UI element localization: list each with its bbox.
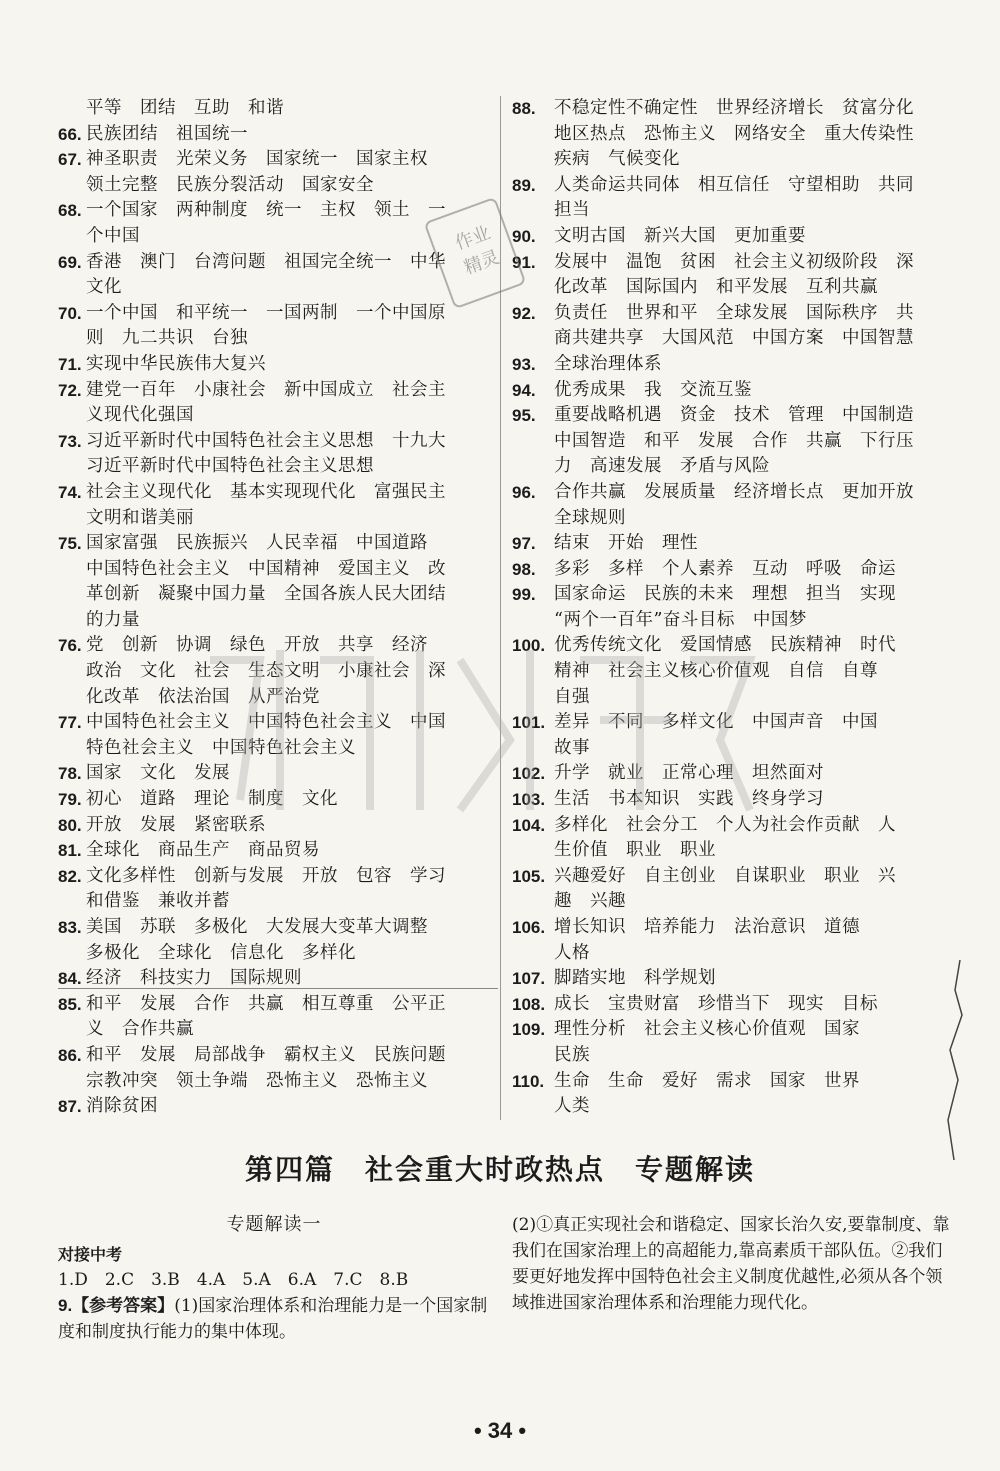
entry-text: 文化多样性 创新与发展 开放 包容 学习 — [86, 865, 446, 886]
answer-entry — [58, 122, 490, 148]
entry-text: 实现中华民族伟大复兴 — [86, 353, 266, 374]
entry-number: 103. — [512, 790, 546, 810]
entry-text-continued: 趣 兴趣 — [554, 891, 626, 912]
entry-text-continued: “两个一百年”奋斗目标 中国梦 — [554, 609, 807, 630]
entry-text: 习近平新时代中国特色社会主义思想 十九大 — [86, 430, 446, 451]
entry-text: 不稳定性不确定性 世界经济增长 贫富分化 — [554, 98, 914, 118]
entry-text: 升学 就业 正常心理 坦然面对 — [554, 763, 824, 784]
answer-entry — [512, 403, 944, 480]
answer-entry — [58, 429, 490, 480]
entry-number: 99. — [512, 585, 536, 605]
answer-entry — [512, 378, 944, 404]
svg-text:精灵: 精灵 — [461, 246, 503, 279]
entry-number: 80. — [58, 815, 82, 835]
entry-text-continued: 文明和谐美丽 — [86, 507, 194, 528]
entry-text-continued: 精神 社会主义核心价值观 自信 自尊 — [554, 661, 878, 682]
entry-text: 发展中 温饱 贫困 社会主义初级阶段 深 — [554, 251, 914, 272]
entry-text-continued: 中国特色社会主义 中国精神 爱国主义 改 — [86, 558, 446, 579]
answer-entry — [58, 531, 490, 633]
entry-text-continued: 则 九二共识 台独 — [86, 328, 248, 349]
entry-number: 84. — [58, 969, 82, 989]
entry-text: 党 创新 协调 绿色 开放 共享 经济 — [86, 635, 428, 656]
entry-number: 75. — [58, 534, 82, 554]
svg-text:作业: 作业 — [452, 222, 494, 255]
entry-number: 95. — [512, 406, 536, 426]
entry-text: 增长知识 培养能力 法治意识 道德 — [554, 917, 860, 937]
entry-text-continued: 义 合作共赢 — [86, 1019, 194, 1040]
answer-entry — [58, 864, 490, 915]
entry-number: 73. — [58, 431, 82, 451]
entry-text: 差异 不同 多样文化 中国声音 中国 — [554, 712, 878, 733]
entry-text: 理性分析 社会主义核心价值观 国家 — [554, 1019, 860, 1040]
entry-text-continued: 自强 — [554, 686, 590, 707]
entry-text-continued: 特色社会主义 中国特色社会主义 — [86, 737, 356, 758]
entry-number: 102. — [512, 764, 546, 784]
answer-entry — [58, 147, 490, 198]
entry-text: 平等 团结 互助 和谐 — [86, 98, 284, 118]
answer-entry — [512, 173, 944, 224]
section-title: 第四篇 社会重大时政热点 专题解读 — [244, 1153, 755, 1186]
answer-entry — [58, 1043, 490, 1094]
entry-text: 国家命运 民族的未来 理想 担当 实现 — [554, 584, 896, 605]
entry-text: 文明古国 新兴大国 更加重要 — [554, 225, 806, 246]
entry-number: 87. — [58, 1097, 82, 1117]
entry-text: 美国 苏联 多极化 大发展大变革大调整 — [86, 917, 428, 937]
sub-title: 专题解读一 — [226, 1214, 322, 1235]
entry-text: 成长 宝贵财富 珍惜当下 现实 目标 — [554, 993, 878, 1014]
answer-entry — [512, 531, 944, 557]
entry-number: 94. — [512, 380, 536, 400]
answer-entry — [58, 915, 490, 966]
entry-number: 79. — [58, 790, 82, 810]
entry-text: 神圣职责 光荣义务 国家统一 国家主权 — [86, 149, 428, 170]
entry-text-continued: 和借鉴 兼收并蓄 — [86, 891, 230, 912]
answer-entry — [512, 813, 944, 864]
entry-text-continued: 力 高速发展 矛盾与风险 — [554, 456, 770, 477]
entry-text-continued: 地区热点 恐怖主义 网络安全 重大传染性 — [554, 123, 914, 144]
entry-number: 91. — [512, 252, 536, 272]
watermark-graphic — [200, 620, 760, 820]
entry-text-continued: 义现代化强国 — [86, 405, 194, 426]
answer-entry — [58, 352, 490, 378]
entry-text: 负责任 世界和平 全球发展 国际秩序 共 — [554, 302, 914, 323]
entry-text: 国家富强 民族振兴 人民幸福 中国道路 — [86, 533, 428, 554]
entry-text: 兴趣爱好 自主创业 自谋职业 职业 兴 — [554, 865, 896, 886]
paper-crease — [920, 960, 980, 1160]
answer-entry — [512, 966, 944, 992]
entry-text-continued: 中国智造 和平 发展 合作 共赢 下行压 — [554, 430, 914, 451]
entry-number: 69. — [58, 252, 82, 272]
entry-number: 100. — [512, 636, 546, 656]
entry-number: 67. — [58, 150, 82, 170]
entry-text: 国家 文化 发展 — [86, 763, 230, 784]
sub-heading: 对接中考 — [58, 1247, 123, 1264]
entry-number: 108. — [512, 994, 546, 1014]
topic-one-right: (2)①真正实现社会和谐稳定、国家长治久安,要靠制度、靠我们在国家治理上的高超能力,靠高素质干部队伍。②我们要更好地发挥中国特色社会主义制度优越性,必须从各个领域推进国家治理体系和治理能力现代化。 — [512, 1215, 950, 1313]
entry-text: 重要战略机遇 资金 技术 管理 中国制造 — [554, 405, 914, 426]
entry-text: 和平 发展 局部战争 霸权主义 民族问题 — [86, 1044, 446, 1065]
entry-text-continued: 文化 — [86, 277, 122, 298]
entry-text: 生活 书本知识 实践 终身学习 — [554, 789, 824, 810]
topic-one-left — [58, 1210, 490, 1345]
entry-number: 105. — [512, 866, 546, 886]
answer-entry — [512, 915, 944, 966]
answer-entry — [512, 557, 944, 583]
entry-number: 70. — [58, 303, 82, 323]
entry-text-continued: 商共建共享 大国风范 中国方案 中国智慧 — [554, 328, 914, 349]
entry-number: 89. — [512, 175, 536, 195]
entry-number: 78. — [58, 764, 82, 784]
entry-number: 74. — [58, 482, 82, 502]
entry-number: 82. — [58, 866, 82, 886]
entry-text-continued: 疾病 气候变化 — [554, 149, 680, 170]
entry-text: 经济 科技实力 国际规则 — [86, 968, 302, 989]
entry-text-continued: 人格 — [554, 942, 590, 963]
entry-number: 97. — [512, 534, 536, 554]
answer-entry — [512, 301, 944, 352]
entry-text-continued: 政治 文化 社会 生态文明 小康社会 深 — [86, 661, 446, 682]
entry-number: 77. — [58, 713, 82, 733]
entry-number: 71. — [58, 354, 82, 374]
entry-number: 110. — [512, 1071, 545, 1091]
entry-text-continued: 领土完整 民族分裂活动 国家安全 — [86, 174, 374, 195]
entry-number: 83. — [58, 918, 82, 937]
answer-entry — [58, 838, 490, 864]
entry-number: 96. — [512, 482, 536, 502]
entry-text-continued: 宗教冲突 领土争端 恐怖主义 恐怖主义 — [86, 1070, 428, 1091]
entry-text: 优秀传统文化 爱国情感 民族精神 时代 — [554, 635, 896, 656]
entry-number: 109. — [512, 1020, 546, 1040]
entry-number: 107. — [512, 969, 546, 989]
answer-entry — [58, 301, 490, 352]
answer-entry — [58, 992, 490, 1043]
entry-text-continued: 习近平新时代中国特色社会主义思想 — [86, 456, 374, 477]
entry-number: 90. — [512, 226, 536, 246]
entry-text: 全球治理体系 — [554, 353, 662, 374]
entry-text-continued: 全球规则 — [554, 507, 626, 528]
answer-entry — [512, 480, 944, 531]
entry-text: 社会主义现代化 基本实现现代化 富强民主 — [86, 481, 446, 502]
entry-number: 93. — [512, 354, 536, 374]
answer-entry — [58, 378, 490, 429]
entry-text-continued: 的力量 — [86, 609, 140, 630]
answer-text: (1)国家治理体系和治理能力是一个国家制度和制度执行能力的集中体现。 — [58, 1296, 488, 1342]
entry-text: 优秀成果 我 交流互鉴 — [554, 379, 752, 400]
entry-number: 68. — [58, 201, 82, 221]
entry-text-continued: 个中国 — [86, 225, 140, 246]
entry-text: 结束 开始 理性 — [554, 533, 698, 554]
answer-entry — [512, 250, 944, 301]
entry-number: 72. — [58, 380, 82, 400]
answer-entry — [58, 1094, 490, 1120]
answer-entry — [512, 96, 944, 173]
entry-text-continued: 革创新 凝聚中国力量 全国各族人民大团结 — [86, 584, 446, 605]
answer-9 — [58, 1293, 490, 1345]
entry-number: 86. — [58, 1045, 82, 1065]
answer-list-right — [512, 96, 944, 1120]
choice-answers: 1.D 2.C 3.B 4.A 5.A 6.A 7.C 8.B — [58, 1270, 409, 1290]
entry-text: 香港 澳门 台湾问题 祖国完全统一 中华 — [86, 251, 446, 272]
answer-entry — [58, 480, 490, 531]
entry-text-continued: 民族 — [554, 1044, 590, 1065]
entry-number: 98. — [512, 559, 536, 579]
entry-text: 建党一百年 小康社会 新中国成立 社会主 — [86, 379, 446, 400]
entry-text: 民族团结 祖国统一 — [86, 123, 248, 144]
entry-text: 人类命运共同体 相互信任 守望相助 共同 — [554, 174, 914, 195]
entry-text: 和平 发展 合作 共赢 相互尊重 公平正 — [86, 993, 446, 1014]
entry-text: 合作共赢 发展质量 经济增长点 更加开放 — [554, 481, 914, 502]
entry-number: 66. — [58, 124, 82, 144]
entry-text: 多样化 社会分工 个人为社会作贡献 人 — [554, 814, 896, 835]
entry-number: 101. — [512, 713, 546, 733]
stamp-logo — [420, 198, 530, 308]
answer-entry — [512, 864, 944, 915]
answer-entry — [512, 1017, 944, 1068]
entry-number — [58, 96, 86, 122]
entry-number: 104. — [512, 815, 546, 835]
entry-text-continued: 故事 — [554, 737, 590, 758]
entry-number: 81. — [58, 841, 82, 861]
entry-text-continued: 多极化 全球化 信息化 多样化 — [86, 942, 356, 963]
entry-text: 消除贫困 — [86, 1096, 158, 1117]
entry-text: 开放 发展 紧密联系 — [86, 814, 266, 835]
entry-text-continued: 化改革 国际国内 和平发展 互利共赢 — [554, 277, 878, 298]
entry-text: 脚踏实地 科学规划 — [554, 968, 716, 989]
entry-text-continued: 担当 — [554, 200, 590, 221]
entry-number: 76. — [58, 636, 82, 656]
entry-text: 生命 生命 爱好 需求 国家 世界 — [554, 1070, 860, 1091]
answer-entry — [512, 352, 944, 378]
page-number: • 34 • — [473, 1418, 527, 1443]
entry-number: 92. — [512, 303, 536, 323]
entry-text-continued: 化改革 依法治国 从严治党 — [86, 686, 320, 707]
entry-number: 88. — [512, 99, 536, 118]
answer-entry — [512, 1069, 944, 1120]
entry-text-continued: 生价值 职业 职业 — [554, 840, 716, 861]
entry-text: 一个国家 两种制度 统一 主权 领土 一 — [86, 200, 446, 221]
entry-number: 106. — [512, 918, 546, 937]
section-divider — [58, 988, 498, 989]
entry-text-continued: 人类 — [554, 1096, 590, 1117]
answer-entry — [512, 224, 944, 250]
answer-label: 9.【参考答案】 — [58, 1296, 175, 1315]
entry-text: 初心 道路 理论 制度 文化 — [86, 789, 338, 810]
entry-text: 多彩 多样 个人素养 互动 呼吸 命运 — [554, 558, 896, 579]
entry-text: 全球化 商品生产 商品贸易 — [86, 840, 320, 861]
entry-number: 85. — [58, 994, 82, 1014]
entry-text: 中国特色社会主义 中国特色社会主义 中国 — [86, 712, 446, 733]
answer-entry — [512, 992, 944, 1018]
answer-entry — [58, 96, 490, 122]
entry-text: 一个中国 和平统一 一国两制 一个中国原 — [86, 302, 446, 323]
